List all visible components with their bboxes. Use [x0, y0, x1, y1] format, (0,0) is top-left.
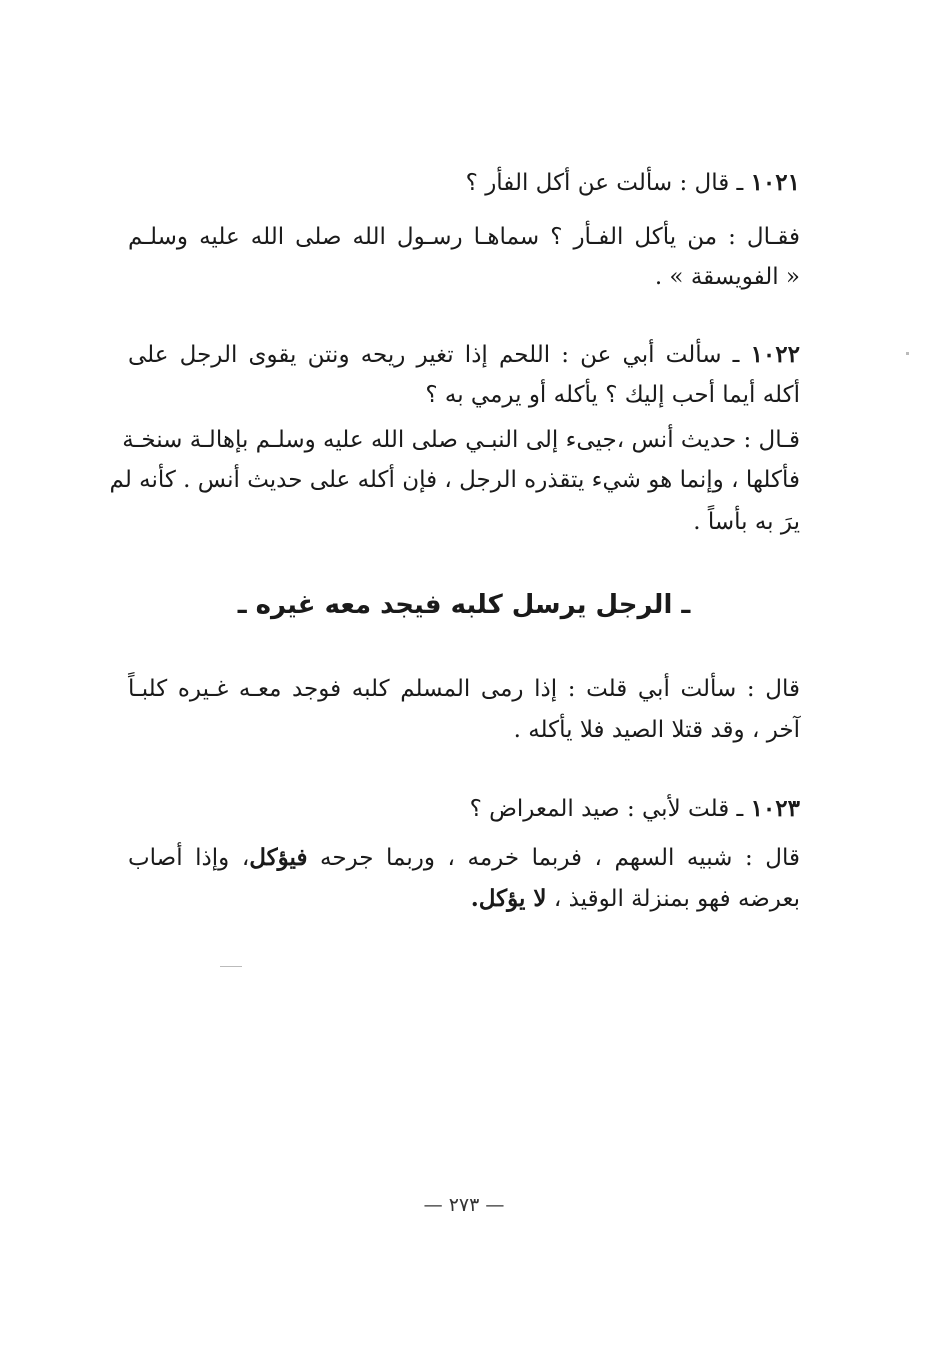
answer-bold-text: فيؤكل — [249, 844, 308, 871]
scan-speck — [906, 352, 909, 355]
entry-1023-answer-line-1 — [128, 843, 800, 873]
scan-speck — [220, 966, 242, 967]
answer-bold-text: لا يؤكل. — [470, 885, 547, 912]
entry-1022-question-line-2: أكله أيما أحب إليك ؟ يأكله أو يرمي به ؟ — [425, 382, 800, 408]
question-text: ـ قال : سألت عن أكل الفأر ؟ — [465, 170, 751, 196]
answer-text: بعرضه فهو بمنزلة الوقيذ ، — [546, 886, 800, 912]
entry-1021-question — [128, 168, 800, 198]
entry-1021-answer-line-1: فقـال : من يأكل الفـأر ؟ سماهـا رسـول الله صلى الله عليه وسلـم — [128, 224, 800, 250]
section-heading: ـ الرجل يرسل كلبه فيجد معه غيره ـ — [237, 590, 691, 620]
entry-number: ١٠٢١ — [750, 169, 800, 196]
section-text-line-2: آخر ، وقد قتلا الصيد فلا يأكله . — [513, 717, 800, 743]
entry-1022-answer-line-1: قـال : حديث أنس ،جيىء إلى النبـي صلى الله عليه وسلـم بإهالـة سنخـة — [122, 427, 800, 453]
entry-1023-answer-line-2 — [128, 884, 800, 914]
question-text: ـ سألت أبي عن : اللحم إذا تغير ريحه ونتن يقوى الرجل على — [128, 342, 751, 368]
answer-text: قال : شبيه السهم ، فربما خرمه ، وربما جرحه — [307, 845, 800, 871]
answer-text: ، وإذا أصاب — [128, 845, 250, 871]
entry-1022-answer-line-2: فأكلها ، وإنما هو شيء يتقذره الرجل ، فإن أكله على حديث أنس . كأنه لم — [109, 467, 800, 493]
entry-1021-answer-line-2: « الفويسقة » . — [654, 264, 800, 290]
page-number: — ٢٧٣ — — [423, 1194, 505, 1216]
entry-number: ١٠٢٣ — [750, 795, 800, 822]
entry-1023-question — [128, 794, 800, 824]
section-text-line-1: قال : سألت أبي قلت : إذا رمى المسلم كلبه فوجد معـه غـيره كلبـاً — [128, 676, 800, 702]
question-text: ـ قلت لأبي : صيد المعراض ؟ — [469, 796, 751, 822]
entry-1022-question-line-1 — [128, 340, 800, 370]
entry-1022-answer-line-3: يرَ به بأساً . — [693, 509, 800, 535]
entry-number: ١٠٢٢ — [750, 341, 800, 368]
